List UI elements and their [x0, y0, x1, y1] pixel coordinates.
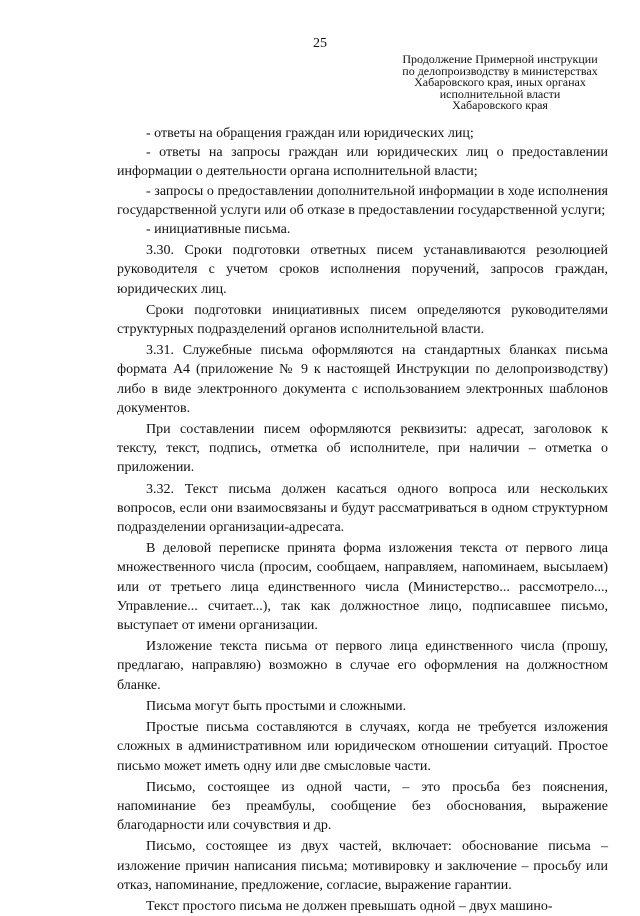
paragraph: Изложение текста письма от первого лица единственного числа (прошу, предлагаю, направляю) возможно в случае его оформления на должностном бланке. [117, 639, 608, 693]
header-line: исполнительной власти [439, 86, 561, 101]
paragraph: - ответы на обращения граждан или юридических лиц; [146, 126, 474, 141]
paragraph: 3.30. Сроки подготовки ответных писем устанавливаются резолюцией руководителя с учетом сроков исполнения поручений, запросов граждан, юридических лиц. [117, 243, 608, 297]
header-line: Хабаровского края [452, 98, 548, 112]
paragraph: При составлении писем оформляются реквизиты: адресат, заголовок к тексту, текст, подпись, отметка об исполнителе, при наличии – отметка о приложении. [117, 422, 608, 476]
paragraph: Письмо, состоящее из двух частей, включает: обоснование письма – изложение причин написания письма; мотивировку и заключение – просьбу или отказ, напоминание, предложение, согласие, выражение гарантии. [117, 839, 608, 893]
page-number: 25 [313, 36, 327, 51]
paragraph: - ответы на запросы граждан или юридических лиц о предоставлении информации о деятельности органа исполнительной власти; [117, 145, 608, 180]
paragraph: Текст простого письма не должен превышать одной – двух машино- [146, 898, 553, 914]
header-line: Хабаровского края, иных органах [414, 75, 586, 89]
header-line: по делопроизводству в министерствах [402, 63, 598, 78]
document-header [392, 54, 608, 112]
paragraph: - инициативные письма. [146, 222, 291, 238]
paragraph: Сроки подготовки инициативных писем определяются руководителями структурных подразделений органов исполнительной власти. [117, 302, 608, 338]
paragraph: Письмо, состоящее из одной части, – это просьба без пояснения, напоминание без преамбулы, сообщение без обоснования, выражение благодарности или сочувствия и др. [117, 779, 608, 834]
header-line: Продолжение Примерной инструкции [402, 52, 598, 66]
paragraph: В деловой переписке принята форма изложения текста от первого лица множественного числа (просим, сообщаем, направляем, напоминаем, высылаем) или от третьего лица единственного числа (Министерство... рассмотрело..., Управление... считает...), так как должностное лицо, подписавшее письмо, выступает от имени организации. [117, 541, 608, 634]
document-body [117, 124, 608, 916]
paragraph: 3.31. Служебные письма оформляются на стандартных бланках письма формата А4 (приложение № 9 к настоящей Инструкции по делопроизводству) либо в виде электронного документа с использованием электронных шаблонов документов. [117, 343, 608, 416]
paragraph: - запросы о предоставлении дополнительной информации в ходе исполнения государственной услуги или об отказе в предоставлении государственной услуги; [117, 183, 608, 218]
paragraph: Простые письма составляются в случаях, когда не требуется изложения сложных в административном или юридическом отношении ситуаций. Простое письмо может иметь одну или две смысловые части. [117, 720, 608, 774]
paragraph: 3.32. Текст письма должен касаться одного вопроса или нескольких вопросов, если они взаимосвязаны и будут рассматриваться в одном структурном подразделении организации-адресата. [117, 481, 608, 536]
paragraph: Письма могут быть простыми и сложными. [146, 698, 407, 714]
